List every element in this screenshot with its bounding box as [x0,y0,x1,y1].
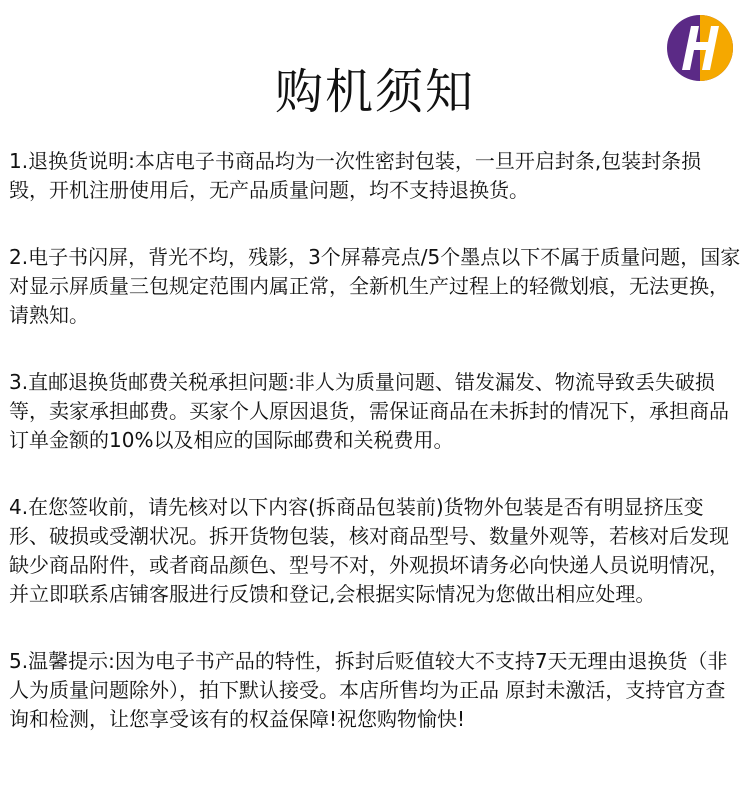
page-title: 购机须知 [274,64,475,121]
h-logo-icon [664,12,736,84]
notice-item-reminder: 5.温馨提示:因为电子书产品的特性，拆封后贬值较大不支持7天无理由退换货（非人为质量问题除外），拍下默认接受。本店所售均为正品 原封未激活，支持官方查询和检测，让您享受该有的权益保障!祝您购物愉快! [9,649,728,731]
notice-item-shipping-fees: 3.直邮退换货邮费关税承担问题:非人为质量问题、错发漏发、物流导致丢失破损等，卖家承担邮费。买家个人原因退货，需保证商品在未拆封的情况下，承担商品订单金额的10%以及相应的国际邮费和关税费用。 [9,370,729,452]
notice-item-inspection: 4.在您签收前，请先核对以下内容(拆商品包装前)货物外包装是否有明显挤压变形、破损或受潮状况。拆开货物包装，核对商品型号、数量外观等，若核对后发现缺少商品附件，或者商品颜色、型号不对，外观损坏请务必向快递人员说明情况，并立即联系店铺客服进行反馈和登记,会根据实际情况为您做出相应处理。 [9,495,729,606]
notice-item-return-policy: 1.退换货说明:本店电子书商品均为一次性密封包装，一旦开启封条,包装封条损毁，开机注册使用后，无产品质量问题，均不支持退换货。 [9,149,702,202]
notice-item-screen-quality: 2.电子书闪屏，背光不均，残影，3个屏幕亮点/5个墨点以下不属于质量问题，国家对显示屏质量三包规定范围内属正常，全新机生产过程上的轻微划痕，无法更换，请熟知。 [9,245,741,327]
notice-list [9,147,741,734]
